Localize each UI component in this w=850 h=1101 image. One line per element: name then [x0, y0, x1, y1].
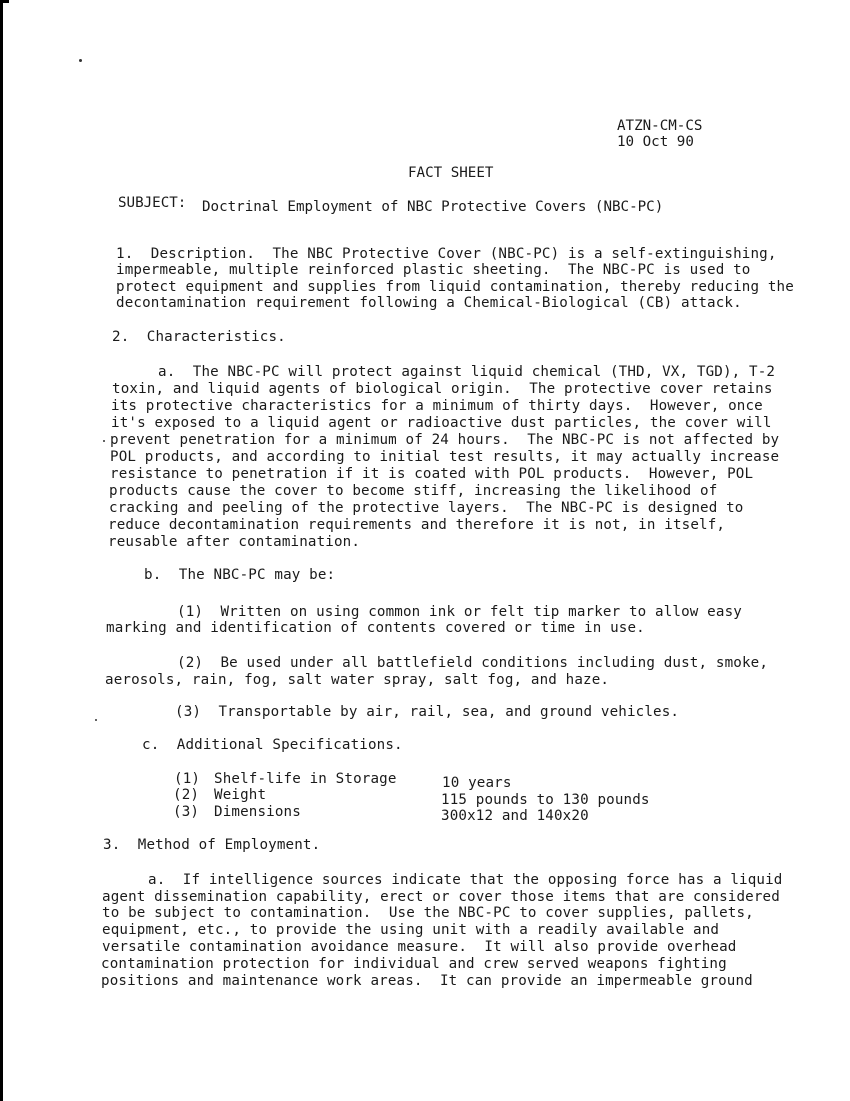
paragraph-line: products cause the cover to become stiff, increasing the likelihood of: [109, 483, 718, 499]
spec-number: (3): [173, 804, 200, 820]
paragraph-line: versatile contamination avoidance measure. It will also provide overhead: [102, 939, 737, 955]
document-date: 10 Oct 90: [617, 134, 694, 150]
paragraph-line: reusable after contamination.: [108, 534, 361, 550]
spec-value: 10 years: [442, 775, 512, 791]
scan-speck: [103, 440, 105, 442]
page-title: FACT SHEET: [408, 165, 494, 181]
paragraph-line: a. The NBC-PC will protect against liquid chemical (THD, VX, TGD), T-2: [158, 364, 776, 380]
paragraph-line: POL products, and according to initial test results, it may actually increase: [110, 449, 780, 465]
subject-label: SUBJECT:: [118, 195, 187, 211]
spec-label: Shelf-life in Storage: [214, 771, 397, 787]
paragraph-line: aerosols, rain, fog, salt water spray, salt fog, and haze.: [105, 672, 610, 688]
paragraph-line: resistance to penetration if it is coated with POL products. However, POL: [110, 466, 754, 482]
paragraph-line: agent dissemination capability, erect or cover those items that are considered: [102, 889, 780, 905]
page-top-mark: [0, 0, 9, 3]
office-symbol: ATZN-CM-CS: [617, 118, 703, 134]
paragraph-line: it's exposed to a liquid agent or radioactive dust particles, the cover will: [111, 415, 772, 431]
spec-value: 115 pounds to 130 pounds: [441, 792, 650, 808]
spec-value: 300x12 and 140x20: [441, 808, 589, 824]
paragraph-line: (2) Be used under all battlefield conditions including dust, smoke,: [177, 655, 769, 671]
paragraph-line: impermeable, multiple reinforced plastic sheeting. The NBC-PC is used to: [116, 262, 751, 278]
subject-text: Doctrinal Employment of NBC Protective Covers (NBC-PC): [202, 199, 664, 215]
paragraph-line: equipment, etc., to provide the using unit with a readily available and: [102, 922, 720, 938]
spec-number: (2): [173, 787, 200, 803]
paragraph-line: decontamination requirement following a Chemical-Biological (CB) attack.: [116, 295, 742, 311]
spec-label: Weight: [214, 787, 267, 803]
scan-speck: [79, 59, 82, 62]
subsection-heading: c. Additional Specifications.: [142, 737, 403, 753]
paragraph-line: its protective characteristics for a minimum of thirty days. However, once: [111, 398, 763, 414]
paragraph-line: (1) Written on using common ink or felt tip marker to allow easy: [177, 604, 742, 620]
paragraph-line: to be subject to contamination. Use the NBC-PC to cover supplies, pallets,: [102, 905, 754, 921]
paragraph-line: 1. Description. The NBC Protective Cover (NBC-PC) is a self-extinguishing,: [116, 246, 777, 262]
page-left-edge: [0, 0, 3, 1101]
spec-label: Dimensions: [214, 804, 301, 820]
paragraph-line: a. If intelligence sources indicate that the opposing force has a liquid: [148, 872, 783, 888]
paragraph-line: (3) Transportable by air, rail, sea, and ground vehicles.: [175, 704, 680, 720]
paragraph-line: prevent penetration for a minimum of 24 hours. The NBC-PC is not affected by: [110, 432, 780, 448]
paragraph-line: cracking and peeling of the protective layers. The NBC-PC is designed to: [109, 500, 744, 516]
spec-number: (1): [174, 771, 201, 787]
scan-speck: [95, 719, 97, 721]
subsection-heading: b. The NBC-PC may be:: [144, 567, 336, 583]
section-heading: 3. Method of Employment.: [103, 837, 321, 853]
paragraph-line: contamination protection for individual and crew served weapons fighting: [101, 956, 727, 972]
paragraph-line: protect equipment and supplies from liquid contamination, thereby reducing the: [116, 279, 794, 295]
section-heading: 2. Characteristics.: [112, 329, 286, 345]
paragraph-line: reduce decontamination requirements and therefore it is not, in itself,: [108, 517, 726, 533]
paragraph-line: toxin, and liquid agents of biological origin. The protective cover retains: [112, 381, 773, 397]
paragraph-line: positions and maintenance work areas. It can provide an impermeable ground: [101, 973, 753, 989]
paragraph-line: marking and identification of contents covered or time in use.: [106, 620, 645, 636]
